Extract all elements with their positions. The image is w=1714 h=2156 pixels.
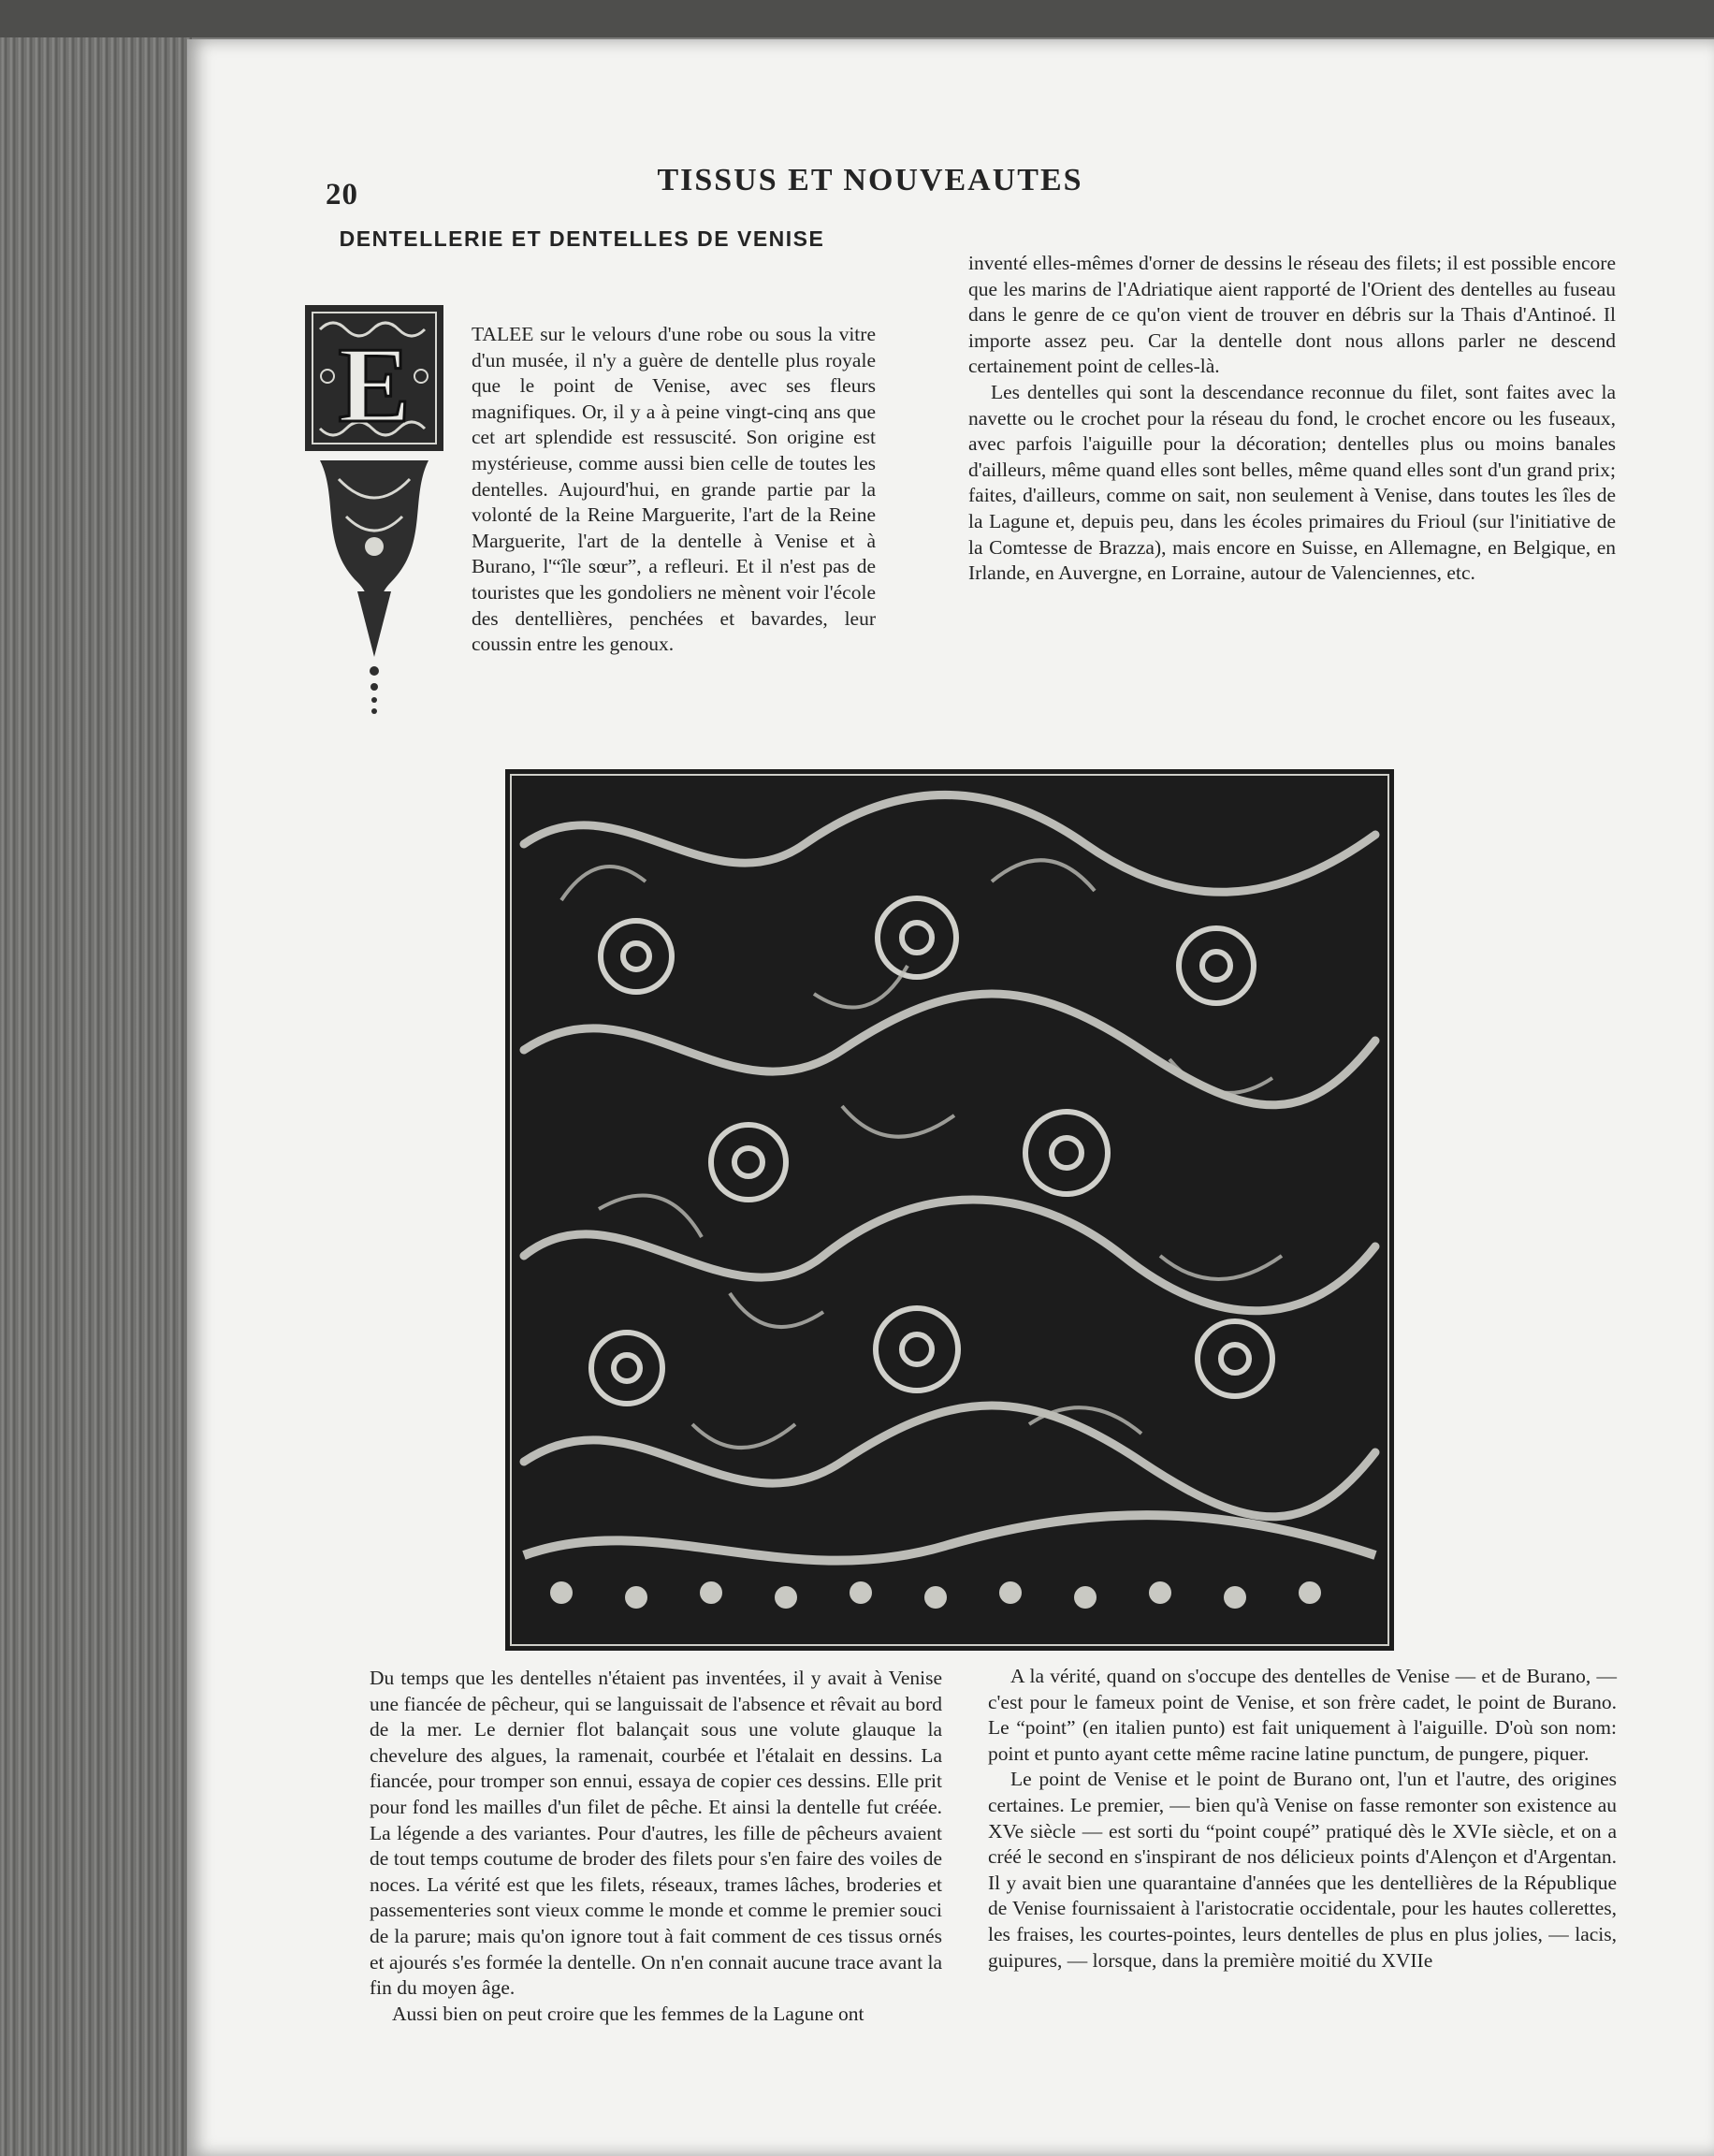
paragraph: A la vérité, quand on s'occupe des dentelles de Venise — et de Burano, — c'est pour le fameux point de Venise, et son frère cadet, le point de Burano. Le “point” (en italien punto) est fait uniquement à l'aiguille. D'où son nom: point et punto ayant cette même racine latine punctum, de pungere, piquer. (988, 1665, 1617, 1765)
book-page-edges (0, 37, 192, 2156)
column-2-bottom-text (988, 1664, 1617, 1974)
page-number: 20 (326, 178, 358, 211)
book-page (187, 39, 1714, 2156)
book-top-shadow (0, 0, 1714, 37)
paragraph: Du temps que les dentelles n'étaient pas inventées, il y avait à Venise une fiancée de pêcheur, qui se languissait de l'absence et rêvait au bord de la mer. Le dernier flot balançait sous une volute glauque la chevelure des algues, la ramenait, courbée et l'étalait en dessins. La fiancée, pour tromper son ennui, essaya de copier ces dessins. Elle prit pour fond les mailles d'un filet de pêche. Et ainsi la dentelle fut créée. La légende a des variantes. Pour d'autres, les fille de pêcheurs avaient de tout temps coutume de broder des filets pour s'en faire des voiles de noces. La vérité est que les filets, réseaux, trames lâches, broderies et passementeries sont vieux comme le monde et comme le premier souci de la parure; mais qu'on ignore tout à fait comment de ces tissus ornés et ajourés s'es formée la dentelle. On n'en connait aucune trace avant la fin du moyen âge. (370, 1667, 942, 2000)
ornamental-dropcap (301, 301, 470, 732)
column-1-bottom-text (370, 1666, 942, 2027)
column-2-top-text (968, 251, 1616, 587)
paragraph: Aussi bien on peut croire que les femmes de la Lagune ont (392, 2002, 864, 2025)
column-1-top-text (472, 322, 876, 658)
lace-photograph (505, 769, 1394, 1651)
paragraph: inventé elles-mêmes d'orner de dessins le réseau des filets; il est possible encore que les marins de l'Adriatique aient rapporté de l'Orient des dentelles au fuseau dans le genre de ce qu'on vient de trouver en débris sur la Thais d'Antinoé. Il importe assez peu. Car la dentelle dont nous allons parler ne descend certainement point de celles-là. (968, 252, 1616, 378)
paragraph: TALEE sur le velours d'une robe ou sous la vitre d'un musée, il n'y a guère de dentelle plus royale que le point de Venise, avec ses fleurs magnifiques. Or, il y a à peine vingt-cinq ans que cet art splendide est ressuscité. Son origine est mystérieuse, comme aussi bien celle de toutes les dentelles. Aujourd'hui, en grande partie par la volonté de la Reine Marguerite, l'art de la Reine Marguerite, l'art de la dentelle à Venise et à Burano, l'“île sœur”, a refleuri. Et il n'est pas de touristes que les gondoliers ne mènent voir l'école des dentellières, penchées et bavardes, leur coussin entre les genoux. (472, 323, 876, 656)
running-head: TISSUS ET NOUVEAUTES (657, 163, 1083, 197)
dropcap-letter: E (338, 326, 411, 445)
article-title: DENTELLERIE ET DENTELLES DE VENISE (339, 226, 825, 251)
paragraph: Les dentelles qui sont la descendance reconnue du filet, sont faites avec la navette ou le crochet pour la réseau du fond, le crochet encore ou les fuseaux, avec parfois l'aiguille pour la décoration; dentelles plus ou moins banales d'ailleurs, même quand elles sont belles, même quand elles sont d'un grand prix; faites, d'ailleurs, comme on sait, non seulement à Venise, dans toutes les îles de la Lagune et, depuis peu, dans les écoles primaires du Frioul (sur l'initiative de la Comtesse de Brazza), mais encore en Suisse, en Allemagne, en Belgique, en Irlande, en Auvergne, en Lorraine, autour de Valenciennes, etc. (968, 380, 1616, 585)
paragraph: Le point de Venise et le point de Burano ont, l'un et l'autre, des origines certaines. Le premier, — bien qu'à Venise on fasse remonter son existence au XVe siècle — est sorti du “point coupé” pratiqué dès le XVIe siècle, et on a créé le second en s'inspirant de nos délicieux points d'Alençon et d'Argentan. Il y avait bien une quarantaine d'années que les dentellières de la République de Venise fournissaient à l'aristocratie occidentale, pour les hautes collerettes, les fraises, les courtes-pointes, leurs dentelles de plus en plus jolies, — lacis, guipures, — lorsque, dans la première moitié du XVIIe (988, 1768, 1617, 1972)
